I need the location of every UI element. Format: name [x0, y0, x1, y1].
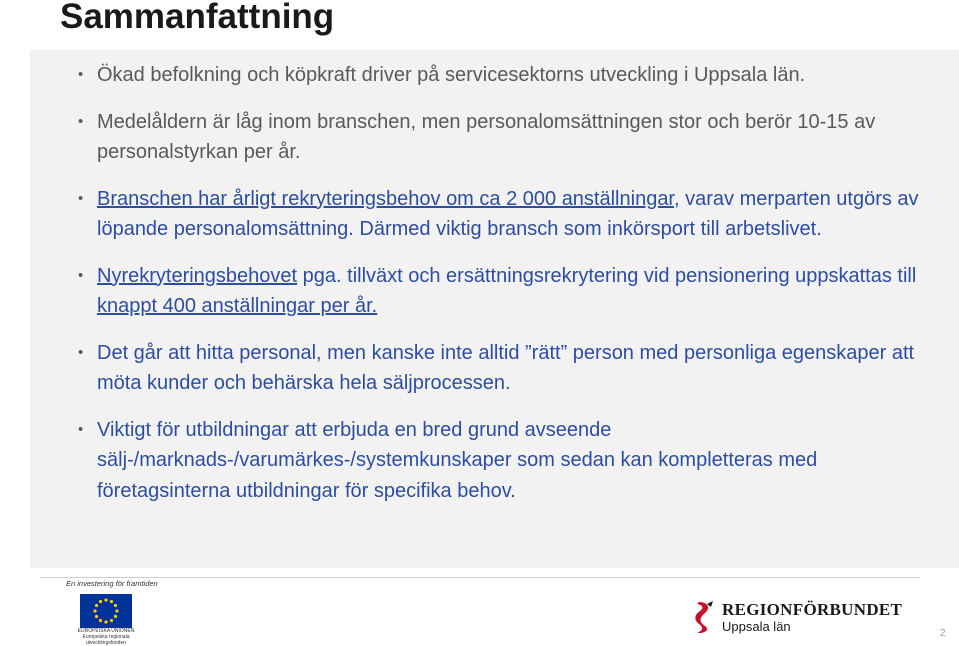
bullet-list	[60, 60, 930, 522]
bullet-text-underlined: knappt 400 anställningar per år.	[97, 295, 378, 317]
bullet-text: varav merparten utgörs av löpande personalomsättning. Därmed viktig bransch som inkörsport till arbetslivet.	[97, 187, 919, 240]
content-panel	[30, 50, 959, 568]
bullet-marker: •	[78, 189, 84, 207]
bullet-text: Medelåldern är låg inom branschen, men personalomsättningen stor och berör 10-15 av personalstyrkan per år.	[97, 110, 876, 163]
region-subtitle: Uppsala län	[722, 619, 791, 634]
eu-slogan: En investering för framtiden	[66, 579, 158, 588]
bullet-marker: •	[78, 420, 84, 438]
bullet-text: Ökad befolkning och köpkraft driver på servicesektorns utveckling i Uppsala län.	[97, 64, 806, 86]
bullet-text: pga. tillväxt och ersättningsrekrytering vid pensionering uppskattas till	[297, 264, 917, 287]
region-name: REGIONFÖRBUNDET	[722, 600, 903, 619]
regionforbundet-logo-icon	[693, 600, 717, 634]
page-number: 2	[940, 628, 946, 639]
bullet-item	[60, 338, 930, 399]
bullet-item	[60, 107, 930, 168]
bullet-text: Viktigt för utbildningar att erbjuda en bred grund avseende sälj-/marknads-/varumärkes-/systemkunskaper som sedan kan kompletteras med företagsinterna utbildningar för specifika behov.	[97, 418, 818, 502]
slide-title: Sammanfattning	[60, 0, 335, 36]
bullet-item	[60, 261, 930, 322]
bullet-item	[60, 60, 930, 91]
bullet-marker: •	[78, 343, 84, 361]
bullet-marker: •	[78, 266, 84, 284]
footer-divider	[40, 577, 920, 578]
bullet-text: Det går att hitta personal, men kanske inte alltid ”rätt” person med personliga egenskaper att möta kunder och behärska hela säljprocessen.	[97, 341, 915, 394]
bullet-marker: •	[78, 112, 84, 130]
bullet-marker: •	[78, 66, 84, 83]
eu-caption: EUROPEISKA UNIONEN Europeiska regionala utvecklingsfonden	[77, 628, 135, 646]
bullet-text-underlined: Nyrekryteringsbehovet	[97, 264, 298, 287]
bullet-item	[60, 184, 930, 245]
bullet-text-underlined: Branschen har årligt rekryteringsbehov om ca 2 000 anställningar,	[97, 187, 680, 210]
eu-flag-icon	[80, 594, 132, 628]
bullet-item	[60, 415, 930, 507]
